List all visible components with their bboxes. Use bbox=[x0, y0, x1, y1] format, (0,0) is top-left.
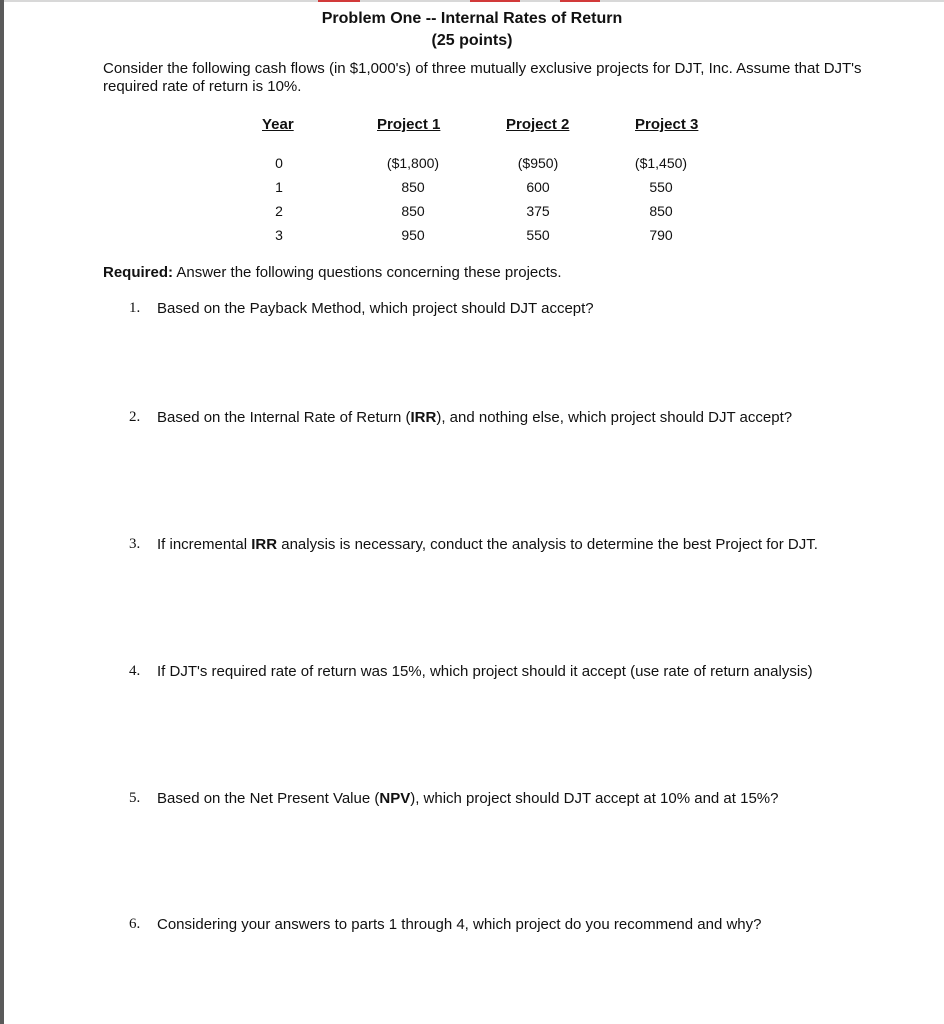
red-underline-fragments bbox=[0, 0, 944, 6]
question-text: Based on the Internal Rate of Return (IRR), and nothing else, which project should DJT accept? bbox=[157, 409, 793, 426]
cell-year: 2 bbox=[275, 203, 283, 219]
cell-project-3: 550 bbox=[649, 179, 673, 195]
question-number: 1. bbox=[129, 300, 141, 316]
required-statement bbox=[103, 264, 562, 281]
left-border bbox=[0, 0, 4, 1024]
required-label: Required: bbox=[103, 264, 174, 281]
cell-year: 0 bbox=[275, 155, 283, 171]
header-year: Year bbox=[262, 116, 294, 133]
cell-project-1: 950 bbox=[401, 227, 425, 243]
cell-year: 3 bbox=[275, 227, 283, 243]
question-number: 3. bbox=[129, 536, 141, 552]
cell-year: 1 bbox=[275, 179, 283, 195]
question-text: Considering your answers to parts 1 through 4, which project do you recommend and why? bbox=[157, 916, 762, 933]
question-number: 5. bbox=[129, 790, 141, 806]
question-text: Based on the Net Present Value (NPV), which project should DJT accept at 10% and at 15%? bbox=[157, 790, 779, 807]
cell-project-1: 850 bbox=[401, 203, 425, 219]
question-text: Based on the Payback Method, which project should DJT accept? bbox=[157, 300, 594, 317]
question-number: 4. bbox=[129, 663, 141, 679]
required-text: Answer the following questions concerning these projects. bbox=[176, 264, 562, 281]
header-project-3: Project 3 bbox=[635, 116, 699, 133]
question-number: 6. bbox=[129, 916, 141, 932]
problem-title: Problem One -- Internal Rates of Return bbox=[321, 10, 623, 27]
cell-project-1: ($1,800) bbox=[386, 155, 440, 171]
cell-project-3: 790 bbox=[649, 227, 673, 243]
cell-project-1: 850 bbox=[401, 179, 425, 195]
header-project-2: Project 2 bbox=[506, 116, 570, 133]
question-number: 2. bbox=[129, 409, 141, 425]
cell-project-2: 375 bbox=[526, 203, 550, 219]
question-text: If DJT's required rate of return was 15%, which project should it accept (use rate of return analysis) bbox=[157, 663, 813, 680]
problem-points: (25 points) bbox=[431, 32, 513, 49]
header-project-1: Project 1 bbox=[377, 116, 441, 133]
cell-project-3: ($1,450) bbox=[634, 155, 688, 171]
cell-project-2: ($950) bbox=[517, 155, 559, 171]
cell-project-2: 550 bbox=[526, 227, 550, 243]
question-text: If incremental IRR analysis is necessary, conduct the analysis to determine the best Project for DJT. bbox=[157, 536, 818, 553]
cell-project-3: 850 bbox=[649, 203, 673, 219]
intro-paragraph: Consider the following cash flows (in $1,000's) of three mutually exclusive projects for DJT, Inc. Assume that DJT's required rate of return is 10%. bbox=[103, 60, 862, 95]
cell-project-2: 600 bbox=[526, 179, 550, 195]
